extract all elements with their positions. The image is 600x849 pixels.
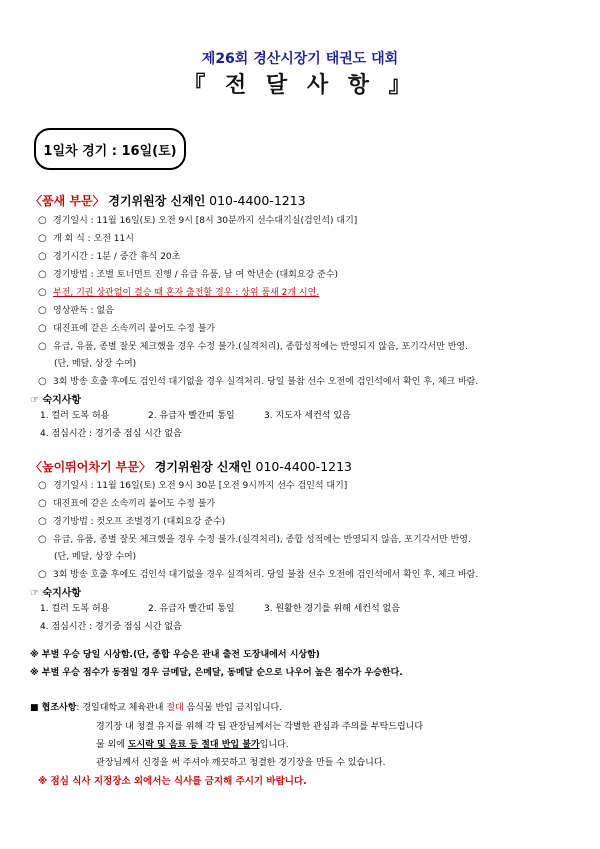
circle-bullet-icon: ○ <box>38 341 47 352</box>
list-item: ○ 3회 방송 호출 후에도 검인석 대기없을 경우 실격처리. 당일 불참 선수 오전에 검인석에서 확인 후, 체크 바람. <box>38 376 479 387</box>
circle-bullet-icon: ○ <box>38 498 47 509</box>
section-poomsae-phone: 010-4400-1213 <box>209 193 306 208</box>
list-item: ○ 영상판독 : 없음 <box>38 305 114 316</box>
day-badge <box>34 128 186 170</box>
section-jumpkick-header <box>30 458 352 475</box>
list-item: ○ 경기일시 : 11월 16일(토) 오전 9시 [8시 30분까지 선수대기실(검인석) 대기] <box>38 215 358 226</box>
rule-item: 2. 유급자 빨간띠 통일 <box>148 604 235 614</box>
section-poomsae-header <box>30 192 306 209</box>
list-item: ○ 유급, 유품, 종별 잘못 체크했을 경우 수정 불가.(실격처리), 종합 성적에는 반영되지 않음, 포기각서만 반영. <box>38 534 471 545</box>
day-badge-label: 1일차 경기 : 16일(토) <box>43 143 177 159</box>
rule-item: 1. 컬러 도복 허용 <box>40 604 110 614</box>
rule-item: 1. 컬러 도복 허용 <box>40 411 110 421</box>
list-item-continuation: (단, 메달, 상장 수여) <box>54 552 137 562</box>
note-tiebreak: ※ 부별 우승 점수가 동점일 경우 금메달, 은메달, 동메달 순으로 나우어 높은 점수가 우승한다. <box>30 668 403 678</box>
rule-item: 4. 점심시간 : 경기중 점심 시간 없음 <box>40 622 182 632</box>
section-poomsae-category: 〈품새 부문〉 <box>30 194 105 208</box>
rules-header: ☞ 숙지사항 <box>30 395 82 406</box>
circle-bullet-icon: ○ <box>38 215 47 226</box>
section-jumpkick-official: 경기위원장 신재인 <box>154 460 252 474</box>
pointing-hand-icon: ☞ <box>30 588 39 599</box>
cooperation-line: ■ 협조사항: 경일대학교 체육관내 절대 음식물 반입 금지입니다. <box>30 703 283 713</box>
list-item: ○ 경기시간 : 1분 / 중간 휴식 20초 <box>38 251 181 262</box>
cooperation-line: 관장님께서 신경을 써 주셔야 깨끗하고 청결한 경기장을 만들 수 있습니다. <box>96 758 386 768</box>
list-item: ○ 유급, 유품, 종별 잘못 체크했을 경우 수정 불가.(실격처리), 종합성적에는 반영되지 않음, 포기각서만 반영. <box>38 341 468 352</box>
section-poomsae-official: 경기위원장 신재인 <box>108 194 206 208</box>
rule-item: 3. 지도자 세컨석 있음 <box>264 411 351 421</box>
emphasis-red: 절대 <box>166 703 184 713</box>
circle-bullet-icon: ○ <box>38 233 47 244</box>
circle-bullet-icon: ○ <box>38 251 47 262</box>
section-jumpkick-category: 〈높이뛰어차기 부문〉 <box>30 460 151 474</box>
cooperation-label: ■ 협조사항 <box>30 703 77 713</box>
list-item: ○ 경기방법 : 컷오프 조별경기 (대회요강 준수) <box>38 516 226 527</box>
circle-bullet-icon: ○ <box>38 534 47 545</box>
circle-bullet-icon: ○ <box>38 480 47 491</box>
cooperation-line: 경기장 내 청결 유지를 위해 각 팀 관장님께서는 각별한 관심과 주의를 부탁드립니다 <box>96 722 424 732</box>
rule-item: 2. 유급자 빨간띠 통일 <box>148 411 235 421</box>
list-item-continuation: (단, 메달, 상장 수여) <box>54 359 137 369</box>
list-item: ○ 대진표에 같은 소속끼리 붙어도 수정 불가 <box>38 498 216 509</box>
list-item: ○ 개 회 식 : 오전 11시 <box>38 233 134 244</box>
notice-title: 『 전 달 사 항 』 <box>183 73 417 98</box>
circle-bullet-icon: ○ <box>38 269 47 280</box>
pointing-hand-icon: ☞ <box>30 395 39 406</box>
circle-bullet-icon: ○ <box>38 305 47 316</box>
list-item: ○ 대진표에 같은 소속끼리 붙어도 수정 불가 <box>38 323 216 334</box>
lunch-notice: ※ 점심 식사 지정장소 외에서는 식사를 금지해 주시기 바랍니다. <box>38 776 307 787</box>
event-title: 제26회 경산시장기 태권도 대회 <box>201 51 399 67</box>
circle-bullet-icon: ○ <box>38 287 47 298</box>
circle-bullet-icon: ○ <box>38 376 47 387</box>
emphasis-underline: 도시락 및 음료 등 절대 반입 불가 <box>127 740 260 750</box>
circle-bullet-icon: ○ <box>38 516 47 527</box>
section-jumpkick-phone: 010-4400-1213 <box>255 459 353 474</box>
list-item: ○ 경기방법 : 조별 토너먼트 진행 / 유급 유품, 남 여 학년순 (대회요강 준수) <box>38 269 339 280</box>
list-item: ○ 3회 방송 호출 후에도 검인석 대기없을 경우 실격처리. 당일 불참 선수 오전에 검인석에서 확인 후, 체크 바람. <box>38 569 479 580</box>
rule-item: 3. 원활한 경기를 위해 세컨석 없음 <box>264 604 400 614</box>
rules-header: ☞ 숙지사항 <box>30 588 82 599</box>
list-item-warning: ○ 부전, 기권 상관없이 결승 때 혼자 출전할 경우 : 상위 품새 2개 시연. <box>38 287 320 298</box>
circle-bullet-icon: ○ <box>38 569 47 580</box>
circle-bullet-icon: ○ <box>38 323 47 334</box>
note-award: ※ 부별 우승 당일 시상함.(단, 종합 우승은 관내 출전 도장내에서 시상함) <box>30 650 320 660</box>
list-item: ○ 경기일시 : 11월 16일(토) 오전 9시 30분 [오전 9시까지 선수 검인석 대기] <box>38 480 348 491</box>
rule-item: 4. 점심시간 : 경기중 점심 시간 없음 <box>40 429 182 439</box>
cooperation-line: 물 외에 도시락 및 음료 등 절대 반입 불가입니다. <box>96 740 289 750</box>
